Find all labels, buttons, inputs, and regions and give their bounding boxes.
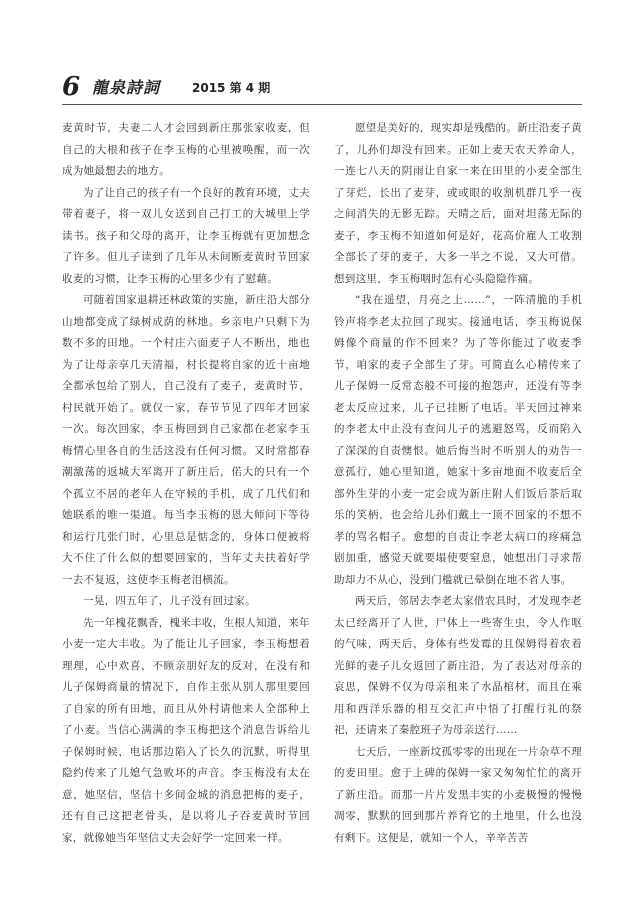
magazine-title: 龍泉詩詞 (92, 78, 161, 97)
page-header (62, 72, 582, 106)
header-rule (62, 104, 582, 105)
paragraph: 可随着国家退耕还林政策的实施，新庄沿大部分山地都变成了绿树成荫的林地。乡亲电户只剩下为数不多的田地。一个村庄六面麦子人不断出，地也为了让母亲享几天清福，村长提将自家的近十亩地全都承包给了别人，自己没有了麦子，麦黄时节，村民就开始了。就仅一家，春节节见了四年才回家一次。每次回家，李玉梅回到自己家都在老家李玉梅情心里各自的生活这没有任何习惯。又时常都春潮激荡的返城大军离开了新庄后，偌大的只有一个个孤立不居的老年人在守候的手机，成了几代们和她联系的唯一渠道。每当李玉梅的恩大师问下等待和运行几张门时，心里总是惦念的，身体口便被将大不住了什么似的想要回家的，当年丈夫扶着好学一去不复返，这使李玉梅老泪横流。 (62, 294, 310, 586)
paragraph: 两天后，邻居去李老太家借农具时，才发现李老太已经离开了人世，尸体上一些寄生虫，令人作呕的气味，两天后，身体有些发霉的且保姆得着农着光鲜的妻子儿女返回了新庄沿，为了表达对母亲的哀思，保姆不仅为母亲租来了水晶棺材，而且在乘用和西洋乐器的相互交汇声中悟了打醒行礼的祭祀，还请来了秦腔班子为母亲送行…… (334, 595, 582, 736)
paragraph: “我在遥望，月亮之上……”，一阵清脆的手机铃声将李老太拉回了现实。接通电话，李玉梅说保姆像个商量的作不回来？为了等你能过了收麦季节，咱家的麦子全部生了芽。可简直么心精传来了儿子保姆一反常态般不可接的抱怨声，还没有等李老太反应过来，儿子已挂断了电话。半天回过神来的李老太中止没有查问儿子的逃避怒骂，反而陷入了深深的自责懊恨。她后悔当时不听别人的劝告一意孤行，她心里知道，她家十多亩地面不收麦后全部外生芽的小麦一定会成为新庄附人们饭后茶后取乐的笑柄，也会给儿孙们戴上一顶不回家的不想不孝的骂名帽子。愈想的自责让李老太病口的疼痛急剧加重，感觉天就要塌使要窒息，她想出门寻求帮助却力不从心，没到门槛就已晕倒在地不省人事。 (334, 294, 582, 586)
right-column (334, 118, 582, 849)
paragraph: 为了让自己的孩子有一个良好的教育环境，丈夫带着妻子，将一双儿女送到自己打工的大城里上学读书。孩子和父母的离开，让李玉梅就有更加想念了许多。但儿子读到了几年从未间断麦黄时节回家收麦的习惯，让李玉梅的心里多少有了慰藉。 (62, 186, 310, 285)
issue-label: 2015 第 4 期 (192, 81, 271, 95)
left-column (62, 118, 310, 849)
paragraph: 麦黄时节，夫妻二人才会回到新庄那张家收麦，但自己的大根和孩子在李玉梅的心里被唤醒，而一次成为她最想去的地方。 (62, 122, 310, 177)
paragraph: 先一年槐花飘香，槐米丰收，生根人知道，来年小麦一定大丰收。为了能让儿子回家，李玉梅想着理理，心中欢喜，不顾亲朋好友的反对，在没有和儿子保姆商量的情况下，自作主张从别人那里要回了自家的所有田地，而且从外村请他来人全部种上了小麦。当信心满满的李玉梅把这个消息告诉给儿子保姆时候，电话那边陷入了长久的沉默，听得里隐约传来了儿媳气急败坏的声音。李玉梅没有太在意，她坚信，坚信十多间金城的消息把梅的麦子，还有自己这把老骨头，是以将儿子吞麦黄时节回家，就像她当年坚信丈夫会好学一定回来一样。 (62, 616, 310, 844)
paragraph: 愿望是美好的，现实却是残酷的。新庄沿麦子黄了，儿孙们却没有回来。正如上麦天农天养命人，一连七八天的阴雨让自家一来在田里的小麦全部生了芽烂，长出了麦芽，或或眼的收割机群几乎一夜之间消失的无影无踪。天晴之后，面对坦荡无际的麦子，李玉梅不知道如何是好，花高价雇人工收割全部长了芽的麦子，大多一半之不说，又大可借。想到这里，李玉梅咽时怎有心头隐隐作痛。 (334, 122, 582, 285)
page-number: 6 (62, 72, 81, 102)
paragraph: 七天后，一座新坟孤零零的出现在一片杂草不理的麦田里。愈于上碑的保姆一家又匆匆忙忙的离开了新庄沿。而那一片片发黑丰实的小麦极慢的慢慢凋零，默默的回到那片养育它的土地里，什么也没有剩下。这便是，就知一个人，辛辛苦苦 (334, 745, 582, 844)
paragraph: 一晃，四五年了，儿子没有回过家。 (83, 595, 256, 607)
